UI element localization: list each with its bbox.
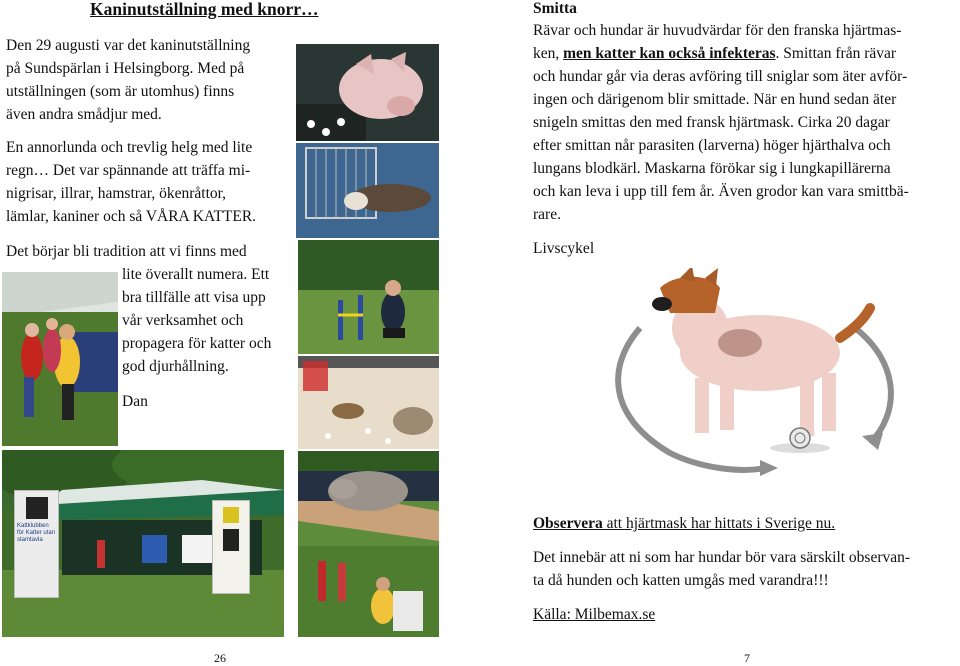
text-line: Rävar och hundar är huvudvärdar för den franska hjärtmas- (533, 22, 902, 39)
page-number-left: 26 (214, 651, 226, 665)
text-line: ingen och därigenom blir smittade. När en hund sedan äter (533, 91, 897, 108)
signature: Dan (122, 393, 148, 410)
photo-visitors (2, 272, 118, 446)
source-reference: Källa: Milbemax.se (533, 606, 656, 623)
text-line: även andra smådjur med. (6, 106, 162, 123)
observera-line (533, 512, 958, 535)
section-heading-smitta: Smitta (533, 0, 577, 17)
text-line: Den 29 augusti var det kaninutställning (6, 37, 251, 54)
observera-text: att hjärtmask har hittats i Sverige nu. (602, 515, 836, 532)
photo-mini-pig (296, 44, 439, 141)
article-title: Kaninutställning med knorr… (90, 0, 319, 19)
dog-icon (652, 268, 870, 436)
banner-right (212, 500, 250, 594)
text-line: ken, men katter kan också infekteras. Smittan från rävar (533, 45, 897, 62)
text-line: En annorlunda och trevlig helg med lite (6, 139, 253, 156)
photo-gerbils (298, 356, 439, 449)
text-line: och kan leva i upp till fem år. Även grodor kan vara smittbä- (533, 183, 909, 200)
text-line: vår verksamhet och (122, 312, 244, 329)
text-line: nigrisar, illrar, hamstrar, ökenråttor, (6, 185, 227, 202)
text-line: bra tillfälle att visa upp (122, 289, 266, 306)
text-line: utställningen (som är utomhus) finns (6, 83, 235, 100)
cycle-arrow-right (855, 328, 891, 443)
innebar-paragraph (533, 546, 958, 592)
text-line: och hundar går via deras avföring till sniglar som äter avför- (533, 68, 908, 85)
photo-rabbit-agility (298, 240, 439, 354)
third-paragraph-first-line: Det börjar bli tradition att vi finns med (6, 243, 247, 260)
text-line: regn… Det var spännande att träffa mi- (6, 162, 251, 179)
second-paragraph (6, 136, 296, 228)
lifecycle-illustration (600, 268, 920, 478)
intro-paragraph (6, 34, 296, 126)
text-line: god djurhållning. (122, 358, 229, 375)
banner-left (14, 490, 59, 598)
photo-club-stand (2, 450, 284, 637)
banner-text: Kattklubben för Katter utan stamtavla (17, 523, 56, 543)
page-number-right: 7 (744, 651, 750, 665)
text-line: lungans blodkärl. Maskarna förökar sig i lungkapillärerna (533, 160, 891, 177)
text-line: Det innebär att ni som har hundar bör vara särskilt observan- (533, 549, 911, 566)
cat-silhouette-icon (223, 529, 239, 551)
text-line: snigeln smittas den med fransk hjärtmask. Cirka 20 dagar (533, 114, 890, 131)
livscykel-label: Livscykel (533, 240, 595, 257)
photo-rabbit-and-visitors (298, 451, 439, 637)
cat-logo-icon (223, 507, 239, 523)
text-line: lite överallt numera. Ett (122, 266, 270, 283)
third-paragraph-rest (122, 263, 297, 378)
photo-ferret (296, 143, 439, 238)
emphasis-infected: men katter kan också infekteras (563, 45, 776, 62)
cat-logo-icon (26, 497, 48, 519)
text-line: ta då hunden och katten umgås med varandra!!! (533, 572, 829, 589)
snail-icon (770, 428, 830, 453)
text-line: rare. (533, 206, 561, 223)
text-line: efter smittan når parasiten (larverna) höger hjärthalva och (533, 137, 891, 154)
text-line: lämlar, kaniner och så VÅRA KATTER. (6, 208, 257, 225)
text-line: propagera för katter och (122, 335, 272, 352)
smitta-paragraph (533, 19, 958, 226)
observera-emphasis: Observera (533, 515, 603, 532)
text-line: på Sundspärlan i Helsingborg. Med på (6, 60, 245, 77)
